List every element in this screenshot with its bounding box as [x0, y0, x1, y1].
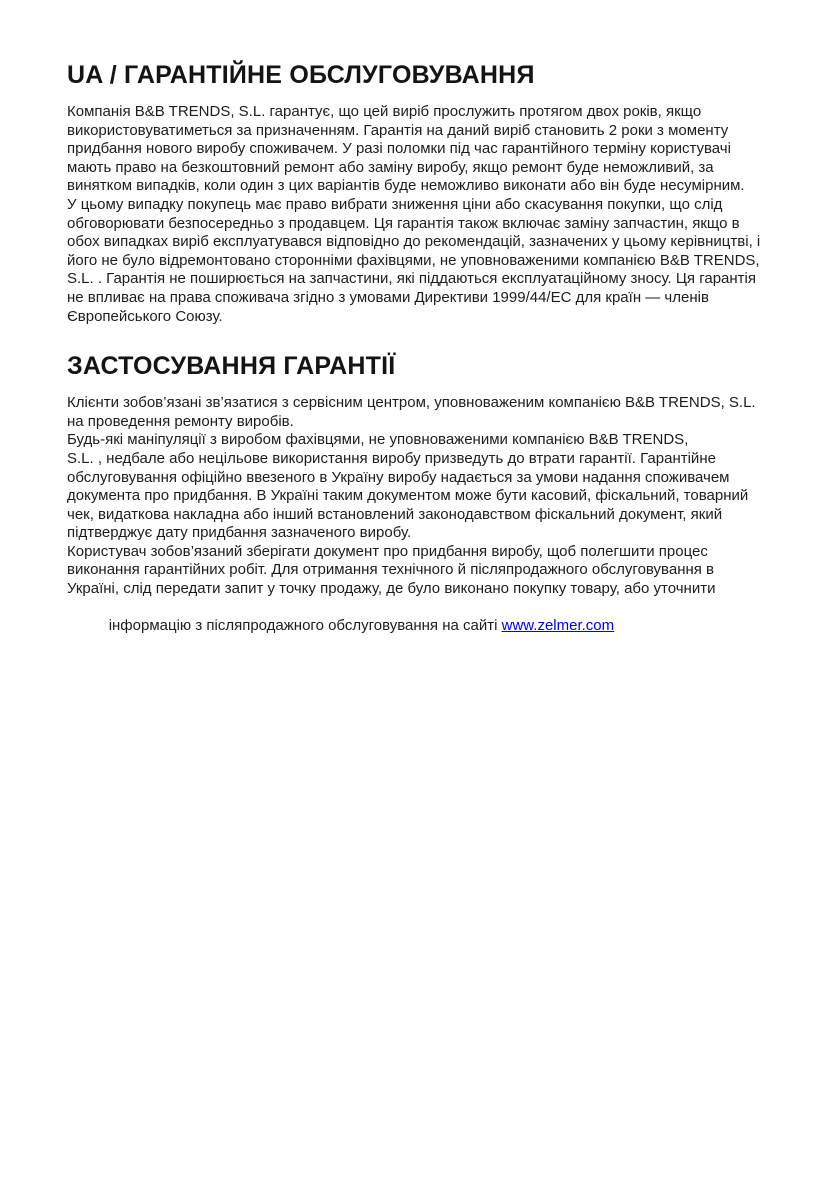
text-line: Європейського Союзу.	[67, 307, 223, 325]
warranty-service-heading: UA / ГАРАНТІЙНЕ ОБСЛУГОВУВАННЯ	[67, 61, 535, 89]
warranty-application-paragraph	[67, 394, 774, 654]
text-line: виконання гарантійних робіт. Для отримання технічного й післяпродажного обслуговування в	[67, 561, 715, 579]
warranty-application-heading: ЗАСТОСУВАННЯ ГАРАНТІЇ	[67, 352, 396, 381]
text-line: придбання нового виробу споживачем. У разі поломки під час гарантійного терміну користувачі	[67, 140, 731, 158]
section-warranty-application	[67, 351, 774, 654]
text-line: Користувач зобов’язаний зберігати документ про придбання виробу, щоб полегшити процес	[67, 542, 708, 560]
text-line: винятком випадків, коли один з цих варіантів буде неможливо виконати або він буде несумірним.	[67, 177, 745, 195]
text-line: мають право на безкоштовний ремонт або заміну виробу, якщо ремонт буде неможливий, за	[67, 158, 714, 176]
text-line: S.L. . Гарантія не поширюється на запчастини, які піддаються експлуатаційному зносу. Ця гарантія	[67, 270, 756, 288]
text-line: Будь-які маніпуляції з виробом фахівцями, не уповноваженими компанією B&B TRENDS,	[67, 431, 689, 449]
text-line: обох випадках виріб експлуатувався відповідно до рекомендацій, зазначених у цьому керівництві, і	[67, 233, 761, 251]
text-line: Компанія B&B TRENDS, S.L. гарантує, що цей виріб прослужить протягом двох років, якщо	[67, 103, 702, 120]
text-line: не впливає на права споживача згідно з умовами Директиви 1999/44/ЕС для країн — членів	[67, 288, 709, 306]
text-line: У цьому випадку покупець має право вибрати зниження ціни або скасування покупки, що слід	[67, 195, 723, 213]
section-warranty-service	[67, 60, 774, 326]
warranty-service-paragraph	[67, 103, 774, 326]
text-line: чек, видаткова накладна або інший встановлений законодавством фіскальний документ, який	[67, 505, 723, 523]
last-line-text: інформацію з післяпродажного обслуговування на сайті	[108, 617, 502, 635]
text-line: його не було відремонтовано сторонніми фахівцями, не уповноваженими компанією B&B TRENDS,	[67, 251, 760, 269]
text-line: Україні, слід передати запит у точку продажу, де було виконано покупку товару, або уточнити	[67, 580, 716, 598]
text-line-with-link	[67, 599, 774, 655]
text-line: обговорювати безпосередньо з продавцем. Ця гарантія також включає заміну запчастин, якщо в	[67, 214, 740, 232]
text-line: Клієнти зобов’язані зв’язатися з сервісним центром, уповноваженим компанією B&B TRENDS, S.L.	[67, 394, 756, 412]
text-line: підтверджує дату придбання зазначеного виробу.	[67, 524, 412, 542]
text-line: обслуговування офіційно ввезеного в Україну виробу надається за умови надання споживачем	[67, 468, 730, 486]
zelmer-website-link[interactable]: www.zelmer.com	[501, 617, 615, 635]
text-line: документа про придбання. В Україні таким документом може бути касовий, фіскальний, товарний	[67, 487, 749, 505]
text-line: використовуватиметься за призначенням. Гарантія на даний виріб становить 2 роки з моменту	[67, 121, 729, 139]
text-line: на проведення ремонту виробів.	[67, 412, 294, 430]
document-content	[67, 60, 774, 654]
text-line: S.L. , недбале або нецільове використання виробу призведуть до втрати гарантії. Гарантійне	[67, 449, 716, 467]
